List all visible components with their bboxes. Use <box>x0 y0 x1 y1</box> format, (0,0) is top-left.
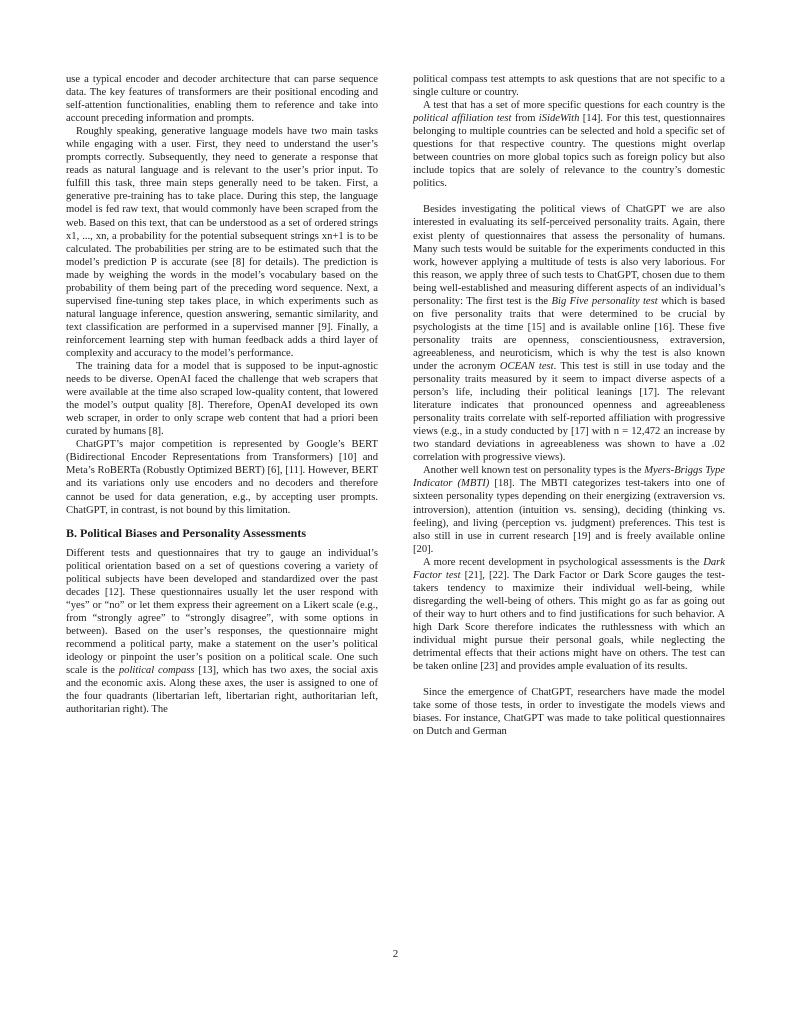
emphasis-affiliation-test: political affiliation test <box>413 113 512 125</box>
text-run: A test that has a set of more specific questions for each country is the <box>423 100 725 112</box>
paragraph-affiliation-test <box>413 99 725 190</box>
text-run: [21], [22]. The Dark Factor or Dark Score gauges the test-takers tendency to maximize their individual well-being, while disregarding the well-being of others. This might go as far as going out of their way to hurt others and to find justifications for such behavior. A high Dark Score therefore indicates the ruthlessness with which an individual might pursue their personal goals, while neglecting the detrimental effects that their actions might have on others. The test can be taken online [23] and provides ample evaluation of its results. <box>413 569 726 673</box>
emphasis-big-five: Big Five personality test <box>551 295 658 307</box>
text-run: [18]. The MBTI categorizes test-takers into one of sixteen personality types depending on their energizing (extraversion vs. introversion), attention (intuition vs. sensing), deciding (thinking vs. feeling), and living (perception vs. judgment) preferences. This test is also still in use in current research [19] and is freely available online [20]. <box>413 478 725 555</box>
right-column <box>413 73 725 738</box>
text-run: [14]. For this test, questionnaires belonging to multiple countries can be selected and hold a specific set of questions for that respective country. The questions might overlap between countries on more global topics such as foreign policy but also include topics that are solely of relevance to the country’s domestic politics. <box>413 113 726 190</box>
emphasis-political-compass: political compass <box>118 665 195 677</box>
emphasis-isidewith: iSideWith <box>538 113 580 125</box>
text-run: . This test is still in use today and the personality traits measured by it seem to impact diverse aspects of a person’s life, including their political leanings [17]. The relevant literature indicates that pronounced openness and agreeableness personality traits correlate with self-reported affiliation with progressive views (e.g., in a study conducted by [17] with n = 12,472 an increase by two standard deviations in agreeableness was shown to have a .02 correlation with progressive views). <box>413 360 726 464</box>
paragraph-chatgpt-tests: Since the emergence of ChatGPT, researchers have made the model take some of those tests, in order to investigate the models views and biases. For instance, ChatGPT was made to take political questionnaires on Dutch and German <box>413 687 725 738</box>
emphasis-mbti: Myers-Briggs Type Indicator (MBTI) <box>413 465 726 490</box>
emphasis-dark-factor: Dark Factor test <box>413 556 725 581</box>
left-column <box>66 73 378 716</box>
paragraph-generative-models: Roughly speaking, generative language models have two main tasks while engaging with a user. First, they need to understand the user’s prompts correctly. Subsequently, they need to generate a response that reads as natural language and is relevant to the user’s prior input. To fulfill this task, three main steps generally need to be taken. First, a generative pre-training has to take place. During this step, the language model is fed raw text, that would commonly have been scraped from the web. Based on this text, that can be understood as a set of ordered strings x1, ..., xn, a probability for the potential subsequent strings xn+1 is to be calculated. The probabilities per string are to be estimated such that the model’s prediction P is accurate (see [8] for details). The prediction is made by weighing the words in the model’s vocabulary based on the probability of them being part of the preceding word sequence. Next, a supervised fine-tuning step takes place, in which experiments such as natural language inference, question answering, semantic similarity, and text classification are performed in a supervised manner [9]. Finally, a reinforcement learning step with human feedback adds a third layer of complexity and accuracy to the model’s performance. <box>66 126 378 359</box>
paragraph-personality-tests <box>413 203 725 464</box>
paragraph-mbti <box>413 464 725 555</box>
paragraph-compass-continued: political compass test attempts to ask questions that are not specific to a single culture or country. <box>413 74 725 99</box>
page-number: 2 <box>392 948 399 960</box>
text-run: A more recent development in psychological assessments is the <box>423 556 704 568</box>
section-heading: B. Political Biases and Personality Assessments <box>66 525 307 540</box>
text-run: from <box>511 113 539 125</box>
paragraph-training-data: The training data for a model that is supposed to be input-agnostic needs to be diverse. OpenAI faced the challenge that web scrapers that were available at the time also scraped low-quality content, that lowered the model’s output quality [8]. Therefore, OpenAI developed its own web scraper, in order to only scrape web content that had a priori been curated by humans [8]. <box>66 361 378 438</box>
paragraph-political-tests <box>66 547 378 717</box>
text-run: [13], which has two axes, the social axis and the economic axis. Along these axes, the user is assigned to one of the four quadrants (libertarian left, libertarian right, authoritarian left, authoritarian right). The <box>66 665 378 716</box>
text-run: Different tests and questionnaires that try to gauge an individual’s political orientation based on a set of questions covering a variety of political subjects have been developed and standardized over the past decades [12]. These questionnaires usually let the user respond with “yes” or “no” or let them express their agreement on a Likert scale (e.g., from “strongly agree” to “strongly disagree”, with some options in between). Based on the user’s responses, the questionnaire might recommend a political party, make a statement on the user’s political ideology or pinpoint the user’s position on a political scale. One such scale is the <box>66 547 378 677</box>
text-run: Besides investigating the political views of ChatGPT we are also interested in evaluating its self-perceived personality traits. Again, there exist plenty of questionnaires that assess the personality of humans. Many such tests would be suitable for the experiments conducted in this work, however applying a multitude of tests is also very laborious. For this reason, we apply three of such tests to ChatGPT, chosen due to them being well-established and measuring different aspects of an individual’s personality: The first test is the <box>413 204 725 307</box>
paragraph-competition: ChatGPT’s major competition is represented by Google’s BERT (Bidirectional Encoder Representations from Transformers) [10] and Meta’s RoBERTa (Robustly Optimized BERT) [6], [11]. However, BERT and its variations only use encoders and no decoders and therefore cannot be used for data generation, e.g., by accepting user prompts. ChatGPT, in contrast, is not bound by this limitation. <box>66 439 378 516</box>
paragraph-dark-factor <box>413 556 725 673</box>
emphasis-ocean-test: OCEAN test <box>499 360 554 372</box>
text-run: Another well known test on personality types is the <box>423 465 645 477</box>
paragraph-transformer-architecture: use a typical encoder and decoder architecture that can parse sequence data. The key features of transformers are their positional encoding and self-attention functionalities, enabling them to reference and take into account preceding information and prompts. <box>66 74 378 125</box>
text-run: which is based on five personality traits that were determined to be crucial by psychologists at the time [15] and is available online [16]. These five personality traits are openness, conscientiousness, extraversion, agreeableness, and neuroticism, which is why the test is also known under the acronym <box>413 295 725 372</box>
